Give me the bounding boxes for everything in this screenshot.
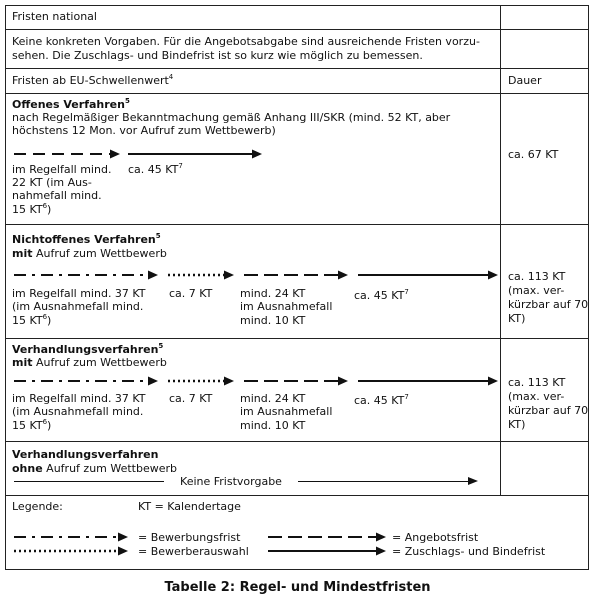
- nichtoffenes-verfahren-title: Nichtoffenes Verfahren$^5$: [12, 232, 161, 246]
- verhandlung-arrows: [12, 376, 502, 386]
- verhandlungsverfahren-title: Verhandlungsverfahren$^5$: [12, 342, 164, 356]
- table-caption: Tabelle 2: Regel- und Mindestfristen: [164, 580, 431, 595]
- arrowhead: [488, 271, 498, 280]
- nichtoffenes-seg1-line3: 15 $KT^6$): [12, 313, 52, 327]
- nichtoffenes-seg2: ca. 7 KT: [169, 287, 213, 300]
- arrowhead: [118, 547, 128, 556]
- legend-zuschlag-arrow: [266, 546, 390, 556]
- legend-auswahl-arrow: [12, 546, 132, 556]
- keine-fristvorgabe-line: [14, 475, 494, 488]
- verhandlung-seg3-line3: mind. 10 KT: [240, 419, 306, 432]
- verhandlung-ohne-title: Verhandlungsverfahren: [12, 448, 159, 461]
- legend-angebotsfrist: = Angebotsfrist: [392, 531, 479, 544]
- legend-bewerbungsfrist: = Bewerbungsfrist: [138, 531, 241, 544]
- arrowhead: [148, 377, 158, 386]
- nichtoffenes-seg3-line3: mind. 10 KT: [240, 314, 306, 327]
- arrowhead: [338, 377, 348, 386]
- rule-left: [14, 481, 164, 482]
- dauer-header: Dauer: [508, 74, 542, 87]
- offenes-seg1-line4: 15 $KT^6$): [12, 202, 52, 216]
- verhandlung-ohne-subtitle: ohne Aufruf zum Wettbewerb: [12, 462, 178, 475]
- nichtoffenes-arrows: [12, 270, 502, 280]
- nichtoffenes-dauer-line4: KT): [508, 312, 526, 325]
- verhandlung-seg1-line2: (im Ausnahmefall mind.: [12, 405, 144, 418]
- legend-bewerbung-arrow: [12, 532, 132, 542]
- offenes-text-line1: nach Regelmäßiger Bekanntmachung gemäß Anhang III/SKR (mind. 52 KT, aber: [12, 111, 451, 124]
- verhandlungsverfahren-subtitle: mit Aufruf zum Wettbewerb: [12, 356, 167, 369]
- column-divider: [500, 6, 501, 495]
- nichtoffenes-dauer-line3: kürzbar auf 70: [508, 298, 589, 311]
- arrowhead: [376, 533, 386, 542]
- eu-threshold-title: Fristen ab EU-Schwellenwert$^4$: [12, 73, 174, 87]
- nichtoffenes-seg1-line2: (im Ausnahmefall mind.: [12, 300, 144, 313]
- offenes-dauer: ca. 67 KT: [508, 148, 559, 161]
- arrowhead: [224, 271, 234, 280]
- arrowhead: [252, 150, 262, 159]
- offenes-seg1-line3: nahmefall mind.: [12, 189, 102, 202]
- offenes-seg1-line2: 22 KT (im Aus-: [12, 176, 92, 189]
- verhandlung-seg3-line2: im Ausnahmefall: [240, 405, 333, 418]
- legend-zuschlag: = Zuschlags- und Bindefrist: [392, 545, 546, 558]
- row-national-title: Fristen national: [12, 10, 97, 23]
- legend-label: Legende:: [12, 500, 63, 513]
- offenes-text-line2: höchstens 12 Mon. vor Aufruf zum Wettbewerb): [12, 124, 276, 137]
- verhandlung-dauer-line1: ca. 113 KT: [508, 376, 566, 389]
- arrowhead: [468, 477, 478, 485]
- nichtoffenes-dauer-line2: (max. ver-: [508, 284, 565, 297]
- verhandlung-seg1-line3: 15 $KT^6$): [12, 418, 52, 432]
- nichtoffenes-seg4: ca. 45 $KT^7$: [354, 288, 409, 302]
- legend-bewerberauswahl: = Bewerberauswahl: [138, 545, 249, 558]
- legend-kt: KT = Kalendertage: [138, 500, 241, 513]
- verhandlung-dauer-line3: kürzbar auf 70: [508, 404, 589, 417]
- verhandlung-seg4: ca. 45 $KT^7$: [354, 393, 409, 407]
- fristen-table: [5, 5, 589, 570]
- nichtoffenes-seg1-line1: im Regelfall mind. 37 KT: [12, 287, 146, 300]
- row-divider: [6, 495, 588, 496]
- arrowhead: [110, 150, 120, 159]
- offenes-seg1-line1: im Regelfall mind.: [12, 163, 112, 176]
- verhandlung-seg2: ca. 7 KT: [169, 392, 213, 405]
- national-text-line2: sehen. Die Zuschlags- und Bindefrist ist so kurz wie möglich zu bemessen.: [12, 49, 423, 62]
- nichtoffenes-seg3-line2: im Ausnahmefall: [240, 300, 333, 313]
- nichtoffenes-dauer-line1: ca. 113 KT: [508, 270, 566, 283]
- national-text-line1: Keine konkreten Vorgaben. Für die Angebotsabgabe sind ausreichende Fristen vorzu-: [12, 35, 480, 48]
- arrowhead: [488, 377, 498, 386]
- verhandlung-dauer-line4: KT): [508, 418, 526, 431]
- arrowhead: [118, 533, 128, 542]
- nichtoffenes-seg3-line1: mind. 24 KT: [240, 287, 306, 300]
- rule-right: [298, 481, 470, 482]
- legend-angebot-arrow: [266, 532, 390, 542]
- arrowhead: [338, 271, 348, 280]
- arrowhead: [148, 271, 158, 280]
- verhandlung-seg3-line1: mind. 24 KT: [240, 392, 306, 405]
- keine-fristvorgabe: Keine Fristvorgabe: [180, 475, 282, 488]
- offenes-verfahren-title: Offenes Verfahren$^5$: [12, 97, 130, 111]
- verhandlung-dauer-line2: (max. ver-: [508, 390, 565, 403]
- arrowhead: [376, 547, 386, 556]
- offenes-seg2: ca. 45 $KT^7$: [128, 162, 183, 176]
- offenes-arrows: [12, 149, 262, 159]
- arrowhead: [224, 377, 234, 386]
- verhandlung-seg1-line1: im Regelfall mind. 37 KT: [12, 392, 146, 405]
- keine-arrowhead: [468, 476, 478, 486]
- nichtoffenes-subtitle: mit Aufruf zum Wettbewerb: [12, 247, 167, 260]
